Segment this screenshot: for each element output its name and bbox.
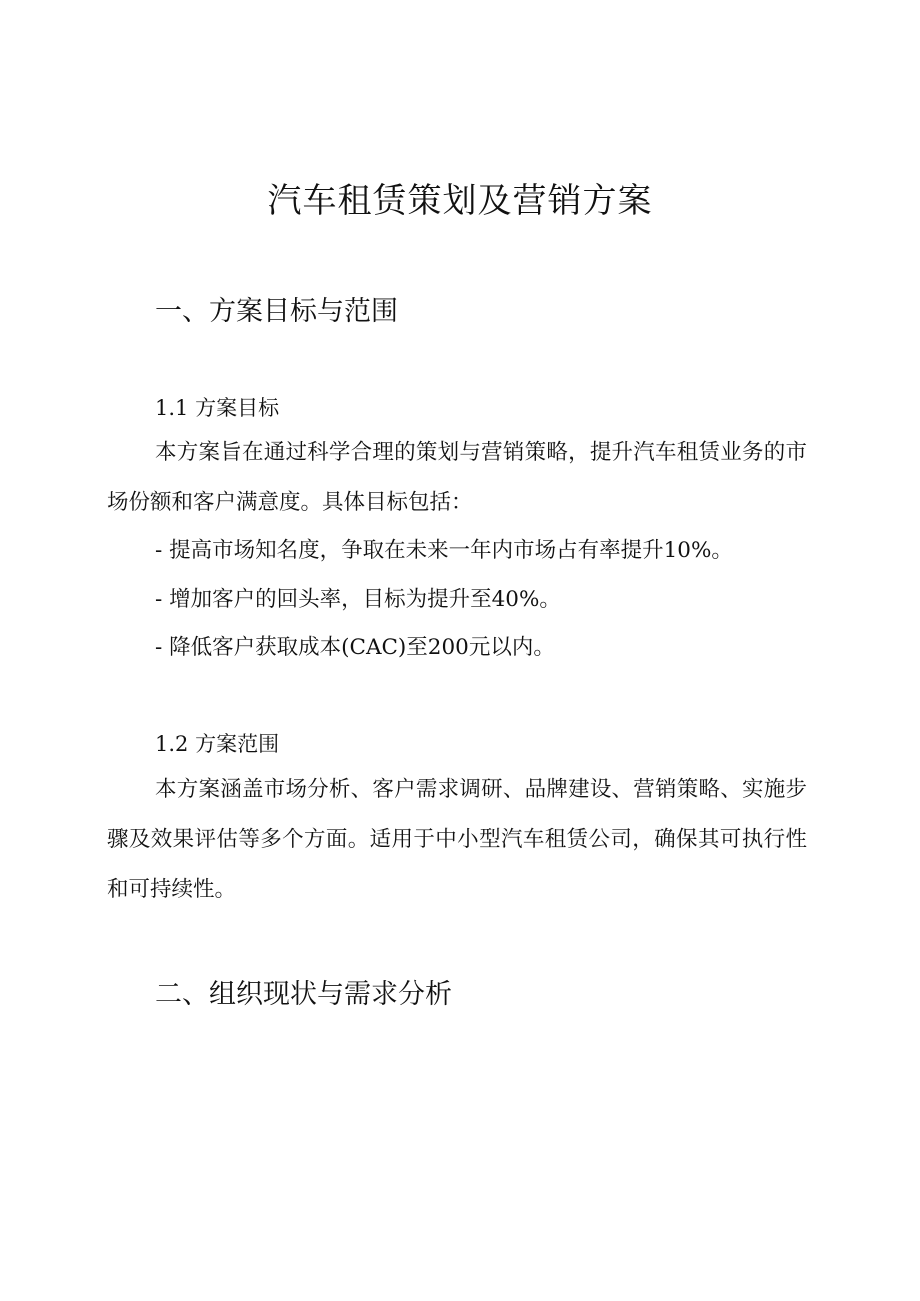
section-heading-1: 一、方案目标与范围 bbox=[155, 296, 398, 327]
subsection-heading-1-1: 1.1 方案目标 bbox=[155, 396, 280, 420]
paragraph-scope: 本方案涵盖市场分析、客户需求调研、品牌建设、营销策略、实施步骤及效果评估等多个方面。适用于中小型汽车租赁公司，确保其可执行性和可持续性。 bbox=[107, 777, 807, 902]
section-heading-2: 二、组织现状与需求分析 bbox=[155, 979, 452, 1010]
subsection-heading-1-2: 1.2 方案范围 bbox=[155, 732, 280, 756]
document-title: 汽车租赁策划及营销方案 bbox=[267, 181, 653, 221]
bullet-item-2: - 增加客户的回头率，目标为提升至40%。 bbox=[155, 587, 561, 612]
paragraph-objectives: 本方案旨在通过科学合理的策划与营销策略，提升汽车租赁业务的市场份额和客户满意度。具体目标包括： bbox=[107, 440, 807, 515]
bullet-item-3: - 降低客户获取成本(CAC)至200元以内。 bbox=[155, 635, 555, 660]
bullet-item-1: - 提高市场知名度，争取在未来一年内市场占有率提升10%。 bbox=[155, 538, 733, 563]
